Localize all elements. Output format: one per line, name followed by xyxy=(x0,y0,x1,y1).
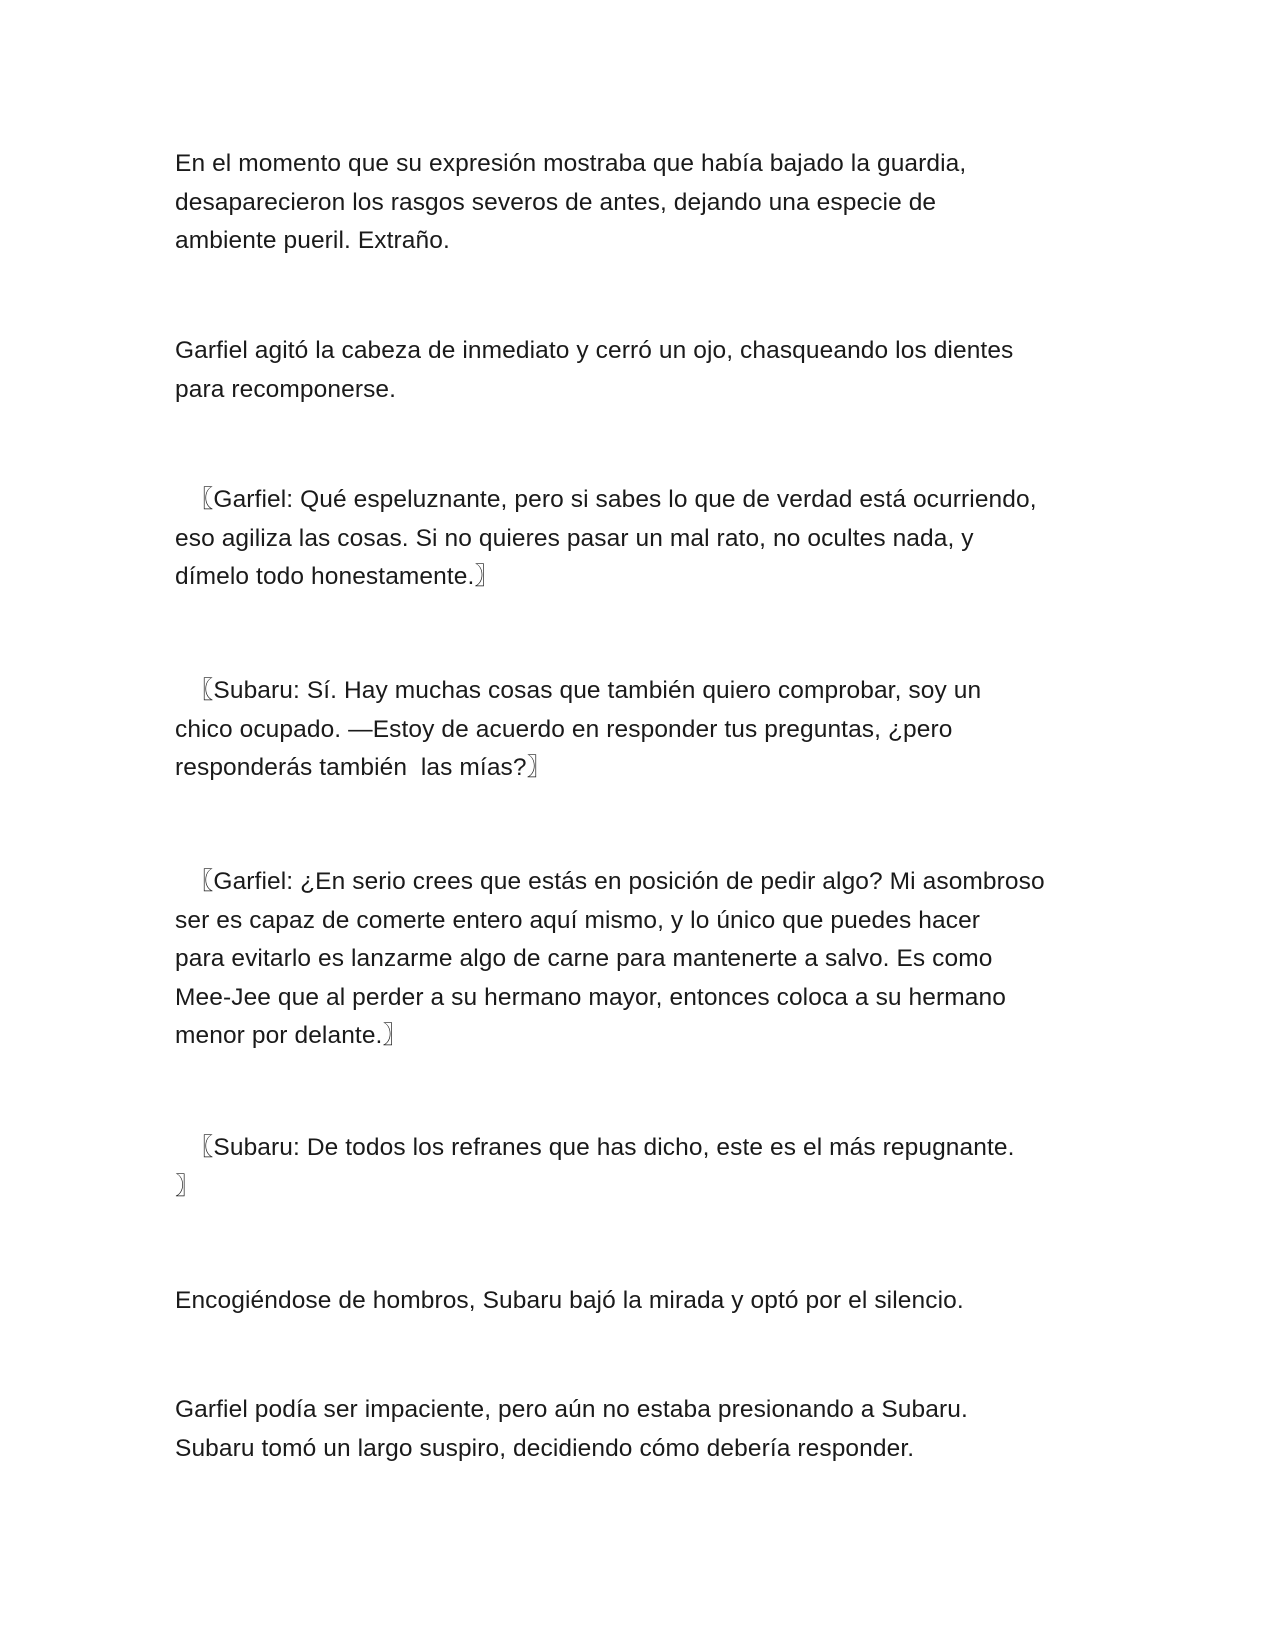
paragraph-dialogue-subaru-2 xyxy=(175,1129,1095,1206)
paragraph-narration-1 xyxy=(175,145,1095,261)
text-line: 〗 xyxy=(175,1172,200,1200)
text-line: menor por delante.〗 xyxy=(175,1022,408,1049)
text-line: Garfiel agitó la cabeza de inmediato y cerró un ojo, chasqueando los dientes xyxy=(175,337,1014,364)
text-line: eso agiliza las cosas. Si no quieres pasar un mal rato, no ocultes nada, y xyxy=(175,524,974,552)
text-line: Encogiéndose de hombros, Subaru bajó la mirada y optó por el silencio. xyxy=(175,1287,964,1314)
text-line: 〖Garfiel: ¿En serio crees que estás en posición de pedir algo? Mi asombroso xyxy=(175,868,1045,895)
text-line: Subaru tomó un largo suspiro, decidiendo cómo debería responder. xyxy=(175,1434,915,1462)
text-line: desaparecieron los rasgos severos de antes, dejando una especie de xyxy=(175,188,937,216)
paragraph-dialogue-garfiel-2 xyxy=(175,863,1095,1056)
paragraph-dialogue-subaru-1 xyxy=(175,672,1095,788)
text-line: 〖Garfiel: Qué espeluznante, pero si sabes lo que de verdad está ocurriendo, xyxy=(175,486,1037,513)
text-line: responderás también las mías?〗 xyxy=(175,754,552,781)
text-line: dímelo todo honestamente.〗 xyxy=(175,563,500,590)
paragraph-narration-4 xyxy=(175,1391,1095,1468)
text-line: para recomponerse. xyxy=(175,375,397,403)
text-line: 〖Subaru: De todos los refranes que has dicho, este es el más repugnante. xyxy=(175,1134,1015,1161)
paragraph-dialogue-garfiel-1 xyxy=(175,481,1095,597)
text-line: para evitarlo es lanzarme algo de carne para mantenerte a salvo. Es como xyxy=(175,945,993,972)
text-line: Mee-Jee que al perder a su hermano mayor, entonces coloca a su hermano xyxy=(175,983,1006,1011)
text-line: ser es capaz de comerte entero aquí mismo, y lo único que puedes hacer xyxy=(175,906,981,934)
paragraph-narration-2 xyxy=(175,332,1095,409)
text-line: Garfiel podía ser impaciente, pero aún no estaba presionando a Subaru. xyxy=(175,1396,968,1423)
text-line: 〖Subaru: Sí. Hay muchas cosas que también quiero comprobar, soy un xyxy=(175,677,982,704)
text-line: ambiente pueril. Extraño. xyxy=(175,227,450,254)
text-line: En el momento que su expresión mostraba que había bajado la guardia, xyxy=(175,150,967,177)
paragraph-narration-3 xyxy=(175,1282,1095,1321)
text-line: chico ocupado. —Estoy de acuerdo en responder tus preguntas, ¿pero xyxy=(175,715,953,743)
